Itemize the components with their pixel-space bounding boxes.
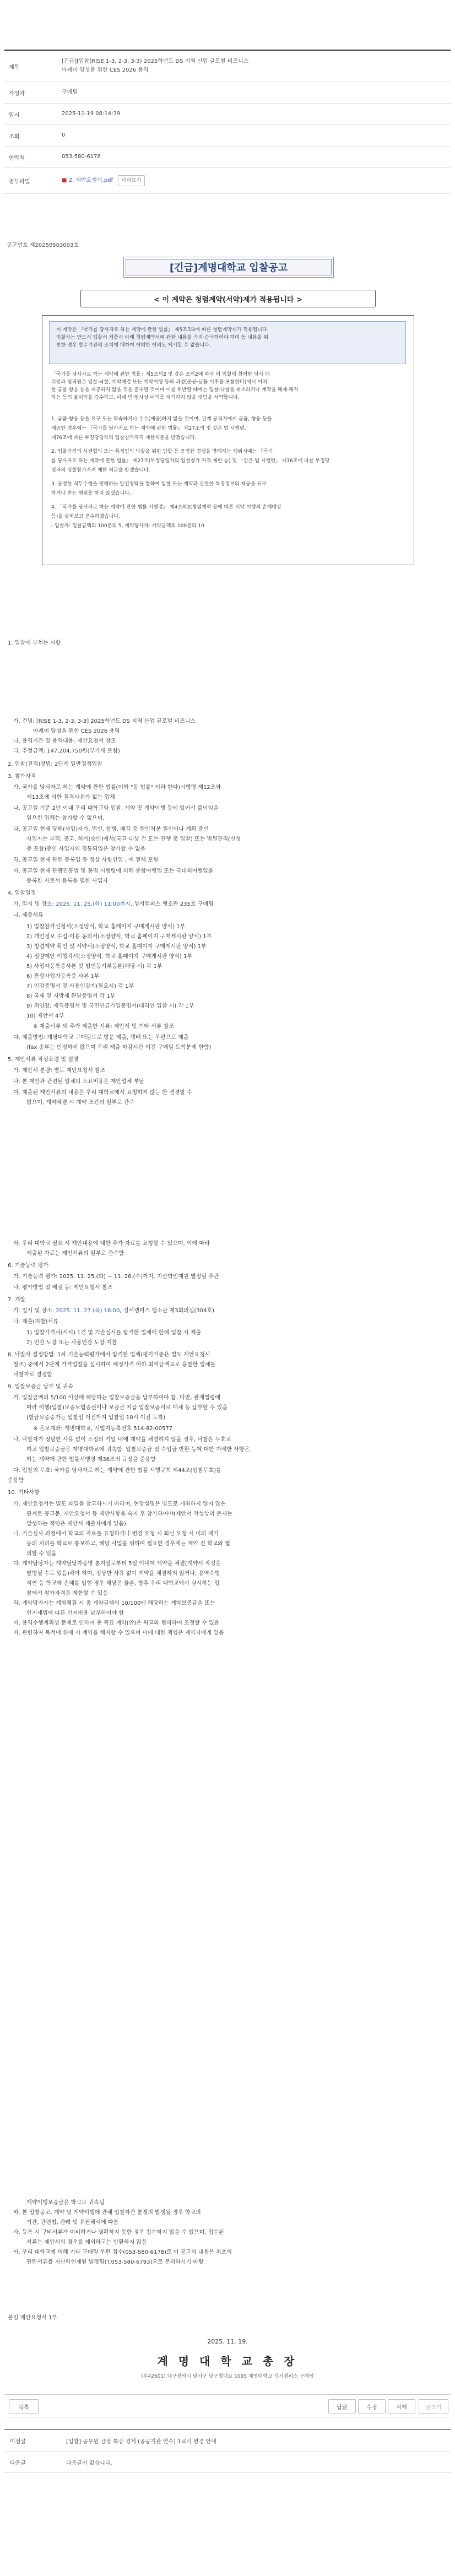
submission-deadline: 2025. 11. 25.(화) 11:00까지 bbox=[56, 901, 131, 907]
integrity-item: 제공한 경우에는 『국가를 당사자로 하는 계약에 관한 법률』 제27조의 및 같은 법 시행령, bbox=[51, 426, 246, 431]
paragraph-line: 한 금품·향응 등을 제공하지 않을 것을 준수할 것이며 이를 위반할 때에는 입찰·낙찰을 취소하거나 계약을 해제·해지 bbox=[51, 387, 299, 393]
highlight-line: 이 계약은 『국가를 당사자로 하는 계약에 관한 법률』 제5조의2에 따른 청렴계약제가 적용됩니다. bbox=[56, 327, 269, 333]
prev-post-link[interactable]: [입찰] 공무원 금정 특강 경제 (공공기관 연수) 1교시 변경 안내 bbox=[66, 2438, 216, 2445]
meta-files-row bbox=[4, 168, 451, 194]
section-3: 3. 참가자격 bbox=[8, 773, 36, 780]
notice-date: 2025. 11. 19. bbox=[207, 2338, 248, 2345]
section-3d: 라. 공고일 현재 관련 등록업 등 정상 사항인업 : 예 전체 포함 bbox=[13, 857, 159, 863]
section-3b: 나. 공고일 기준 2년 이내 우리 대학교와 입찰, 계약 및 계약이행 등에 있어서 불이익을 bbox=[13, 805, 219, 811]
section-4a bbox=[13, 900, 214, 909]
section-8-cont: 참조) 중에서 2단계 가격입찰을 실시하여 예정가격 이하 최저금액으로 응찰한 업체를 bbox=[13, 1362, 216, 1368]
integrity-item: 4. 「국가를 당사자로 하는 계약에 관한 법률 시행령」 제4조의2(청렴계약 등에 따른 서약 이행의 손해배상 bbox=[51, 505, 281, 510]
misc-item: 찰에서 참가자격을 제한할 수 있음 bbox=[26, 1590, 108, 1597]
date-value: 2025-11-19 08:14:39 bbox=[62, 111, 121, 117]
section-5d: 라. 우리 대학교 필요 시 제안내용에 대한 추가 자료를 요청할 수 있으며, 이에 따라 bbox=[13, 1241, 210, 1247]
integrity-item: - 입찰자: 입찰금액의 100분의 5, 계약당사자: 계약금액의 100분의 10 bbox=[51, 523, 204, 529]
post-title-line-1: [긴급][입찰]RISE 1-3, 2-3, 3-3) 2025학년도 DS 지역 산업 글로벌 비즈니스 bbox=[62, 58, 249, 64]
phone-value: 053-580-6178 bbox=[62, 154, 101, 160]
meta-title-row bbox=[4, 51, 451, 82]
write-button[interactable]: 글쓰기 bbox=[419, 2399, 448, 2413]
next-post-row bbox=[4, 2451, 451, 2473]
integrity-items bbox=[51, 415, 404, 531]
misc-item: 서류는 제안서의 경우를 제외하고는 반환하지 않음 bbox=[26, 2239, 147, 2245]
highlight-line: 반한 경우 발주기관의 조치에 대하여 어떠한 이의도 제기할 수 없습니다. bbox=[56, 343, 211, 348]
integrity-item: 3. 공정한 직무수행을 방해하는 알선청탁을 통하여 입찰 또는 계약과 관련한 특정정보의 제공을 요구 bbox=[51, 481, 267, 487]
meta-phone-row bbox=[4, 147, 451, 168]
section-9a: 가. 입찰금액의 5/100 이상에 해당하는 입찰보증금을 납부하여야 함. 다만, 관계법령에 bbox=[13, 1395, 221, 1401]
misc-item: 사. 등록 시 구비서류가 미비하거나 명확하지 못한 경우 접수하지 않을 수 있으며, 접수된 bbox=[13, 2229, 224, 2236]
misc-item: 의할 수 있음 bbox=[26, 1551, 57, 1557]
doc-item: 2) 개인정보 수집·이용 동의서(소정양식, 학교 홈페이지 구매게시판 양식) 1부 bbox=[26, 934, 212, 940]
list-button[interactable]: 목록 bbox=[9, 2399, 39, 2413]
section-3a: 가. 국가를 당사자로 하는 계약에 관한 법률(이하 "동 법률" 이라 한다)시행령 제12조와 bbox=[13, 784, 221, 791]
integrity-item: 등)을 살펴보고 준수하겠습니다. bbox=[51, 514, 121, 519]
attachment-note: 붙임 제안요청서 1부 bbox=[8, 2315, 57, 2321]
section-5b: 나. 본 제안과 관련된 일체의 소요비용은 제안업체 부담 bbox=[13, 1079, 144, 1085]
section-8-cont-2: 낙찰자로 결정함 bbox=[13, 1372, 52, 1378]
section-9c-cont: 준용함 bbox=[8, 1478, 24, 1484]
section-4b: 나. 제출서류 bbox=[13, 912, 44, 918]
misc-item: 다. 계약담당자는 계약담당자증명 통지일로부터 5일 이내에 계약을 체결(계약서 작성은 bbox=[13, 1561, 221, 1567]
integrity-item: 업자의 입찰참가자격 제한 처분을 받겠습니다. bbox=[51, 468, 150, 473]
integrity-item: 를 당사자로 하는 계약에 관한 법률』 제27조(부정당업자의 입찰참가 자격 제한 등) 및 「같은 법 시행령」 제76조에 따른 부정당 bbox=[51, 458, 330, 464]
misc-item: 계약이행보증금은 학교로 귀속됨 bbox=[26, 2200, 105, 2206]
section-6a: 가. 기술능력 평가: 2025. 11. 25.(화) ~ 11. 26.(수)까지, 지산학인재원 별정팀 추관 bbox=[13, 1274, 219, 1280]
phone-label: 연락처 bbox=[9, 155, 25, 161]
prev-next-nav bbox=[4, 2429, 451, 2473]
notice-number: 공고번호 제20250503003호 bbox=[7, 242, 79, 248]
doc-item: 4) 정량제안 이행각서(소정양식, 학교 홈페이지 구매게시판 양식) 1부 bbox=[26, 954, 193, 960]
doc-item: 5) 사업자등록증사본 및 법인등기부등본(해당 시) 각 1부 bbox=[26, 964, 162, 970]
section-1a: 가. 건명: [RISE 1-3, 2-3, 3-3] 2025학년도 DS 지역 산업 글로벌 비즈니스 bbox=[13, 718, 196, 724]
section-4-note: ※ 제출서류 외 추가 제출한 서류: 제안서 및 기타 서류 참조 bbox=[33, 1024, 175, 1030]
integrity-item: 제76조에 따른 부정당업자의 입찰참가자격 제한처분을 받겠습니다. bbox=[51, 435, 197, 441]
views-value: 0 bbox=[62, 132, 66, 138]
section-10-items bbox=[13, 1500, 232, 1638]
prev-post-row[interactable] bbox=[4, 2430, 451, 2451]
section-10-bottom bbox=[13, 2198, 232, 2267]
integrity-item: 2. 입찰가격의 사전협의 또는 특정인의 낙찰을 위한 담합 등 공정한 경쟁을 방해하는 행위시에는 『국가 bbox=[51, 449, 273, 454]
author-value: 구매팀 bbox=[62, 89, 78, 95]
section-7a-suffix: , 성서캠퍼스 행소관 제3회의실(304호) bbox=[120, 1308, 215, 1314]
section-7a-prefix: 가. 일시 및 장소: bbox=[13, 1308, 56, 1314]
section-9b: 나. 낙찰자가 정당한 사유 없이 소정의 기일 내에 계약을 체결하지 않을 경우, 낙찰은 무효로 bbox=[13, 1437, 231, 1443]
section-9b-cont-2: 하는 계약에 관한 법률시행령 제38조의 규정을 준용함 bbox=[26, 1457, 156, 1463]
section-4a-prefix: 가. 일시 및 장소: bbox=[13, 901, 56, 907]
section-8: 8. 낙찰자 결정방법: 1차 기술능력평가에서 합격한 업체(평가기준은 별도 제안요청서 bbox=[8, 1352, 210, 1358]
doc-item: 8) 국세 및 지방세 완납증명서 각 1부 bbox=[26, 993, 116, 999]
section-3e: 마. 공고일 현재 관광진흥법 및 동법 시행령에 의해 종합여행업 또는 국내외여행업을 bbox=[13, 868, 214, 874]
section-3c-cont-2: 중 포함)중인 사업자의 정통되입은 참가할 수 없음 bbox=[26, 846, 146, 852]
section-9a-cont-2: (현금보증증가는 입찰일 이전까지 입찰일 10시 이전 도착) bbox=[26, 1415, 166, 1421]
submission-docs-list bbox=[26, 922, 212, 1021]
section-9c: 다. 입찰의 무효: 국가를 당사자로 하는 계약에 관한 법률 시행규칙 제44조(입찰무효)를 bbox=[13, 1468, 221, 1474]
highlight-line: 입찰자는 반드시 입찰서 제출시 아래 청렴계약서에 관한 내용을 숙지·승낙하여야 하며 동 내용을 위 bbox=[56, 335, 268, 340]
doc-item: 3) 청렴계약 확인 및 서약서(소정양식, 학교 홈페이지 구매게시판 양식) 1부 bbox=[26, 944, 207, 950]
integrity-highlight bbox=[49, 321, 406, 364]
section-2: 2. 입찰(견적)방법: 2단계 일반경쟁입찰 bbox=[8, 761, 102, 767]
section-9b-cont: 하고 입찰보증금은 계명대학교에 귀속함. 입찰보증금 및 수입금 반환 등에 대한 자세한 사항은 bbox=[26, 1447, 250, 1453]
misc-item: 바. 관련하여 목적에 위배 시 계약을 해지할 수 있으며 이에 대한 책임은 계약자에게 있음 bbox=[13, 1630, 224, 1636]
meta-author-row bbox=[4, 82, 451, 104]
integrity-notice-box bbox=[42, 315, 414, 565]
section-3c: 다. 공고일 현재 당해(사업)자가, 법인, 합병, 매각 등 원인처분 원인이나 계획 중인 bbox=[13, 826, 209, 832]
section-1c: 다. 추정금액: 147,204,750원(부가세 포함) bbox=[13, 748, 120, 754]
meta-views-row bbox=[4, 125, 451, 147]
edit-button[interactable]: 수정 bbox=[358, 2399, 386, 2413]
paragraph-line: 리인과 임직원은 입찰·낙찰, 계약체결 또는 계약이행 등의 과정(준공·납품 이후를 포함한다)에서 어떠 bbox=[51, 380, 267, 385]
paragraph-line: 「국가를 당사자로 하는 계약에 관한 법률」제5조의2 및 같은 조의2에 따라 이 입찰에 참여한 당사 대 bbox=[51, 372, 270, 377]
opening-datetime: 2025. 11. 27.(목) 16:00 bbox=[56, 1308, 120, 1314]
misc-item: 관계로 공고문, 제안요청서 등 제반사항을 숙지 후 참가하여야(제안서 작성상의 문제는 bbox=[26, 1511, 232, 1517]
attachment-link[interactable]: 2. 제안요청서.pdf bbox=[68, 177, 113, 183]
section-5: 5. 제안서류 작성요령 및 설명 bbox=[8, 1057, 79, 1063]
prev-label: 이전글 bbox=[10, 2438, 26, 2445]
university-address: (우42601) 대구광역시 달서구 달구벌대로 1095 계명대학교 성서캠퍼스 구매팀 bbox=[141, 2374, 314, 2379]
reply-button[interactable]: 답글 bbox=[328, 2399, 356, 2413]
section-4a-suffix: , 성서캠퍼스 행소관 235호 구매팀 bbox=[130, 901, 214, 907]
section-7a bbox=[13, 1307, 214, 1316]
integrity-paragraph bbox=[51, 371, 404, 402]
section-7b-2: 2) 인감 도장 또는 사용인감 도장 지참 bbox=[26, 1340, 117, 1346]
section-7b-1: 1) 입찰가격서(서식) 1건 및 기술심사를 합격한 업체에 한해 입찰 시 제출 bbox=[26, 1330, 202, 1336]
post-title-line-2: 아케미 양성을 위한 CES 2026 용역 bbox=[62, 67, 149, 73]
misc-item: 라. 계약당자자는 계약체결 시 총 계약금액의 10/100에 해당하는 계약보증금을 또는 bbox=[13, 1600, 215, 1606]
doc-item: 1) 입찰참가신청서(소정양식, 학교 홈페이지 구매게시판 양식) 1부 bbox=[26, 924, 186, 930]
section-10: 10. 기타사항 bbox=[8, 1490, 40, 1496]
next-label: 다음글 bbox=[10, 2460, 26, 2466]
section-6b: 나. 평가방법 및 배점 등: 제안요청서 참조 bbox=[13, 1285, 113, 1291]
misc-item: 바. 본 입찰공고, 계약 및 계약이행에 관해 입찰자간 분쟁의 발생될 경우 학교의 bbox=[13, 2210, 201, 2216]
doc-item: 10) 제안서 4부 bbox=[26, 1013, 64, 1019]
doc-item: 6) 관광사업자등록증 사본 1부 bbox=[26, 973, 100, 979]
author-label: 작성자 bbox=[9, 90, 25, 97]
section-3c-cont: 사업자는 부적, 공고, 허가(승인)에서(국고 대상 건 도는 진행 중 입찰) 또는 법원관리(신청 bbox=[26, 836, 241, 842]
misc-item: 발행될 수도 있음)해야 하며, 정당한 사유 없이 계약을 체결하지 않거나, 용역수행 bbox=[26, 1571, 220, 1577]
misc-item: 인지세법에 따른 인지비용 납부하여야 함 bbox=[26, 1610, 124, 1616]
section-3b-cont: 일으킨 업체는 참가할 수 없으며, bbox=[26, 815, 105, 821]
notice-title: [긴급]계명대학교 입찰공고 bbox=[126, 259, 332, 275]
integrity-item: 1. 금품·향응 등을 요구 또는 약속하거나 수수(제공)하지 않을 것이며, 관계 공직자에게 금품, 향응 등을 bbox=[51, 416, 272, 422]
section-4: 4. 입찰일정 bbox=[8, 890, 36, 896]
section-7: 7. 개찰 bbox=[8, 1297, 26, 1303]
files-label: 첨부파일 bbox=[9, 178, 30, 185]
next-post-text: 다음글이 없습니다. bbox=[66, 2460, 112, 2466]
misc-item: 관련서류를 지산학인재원 별정팀(T.053-580-6793)으로 문의하시기 바람 bbox=[26, 2259, 204, 2265]
section-9: 9. 입찰보증금 납부 및 귀속 bbox=[8, 1384, 73, 1390]
section-5d-cont: 제출된 자료는 제안서류의 일부로 간주함 bbox=[26, 1251, 124, 1257]
pdf-file-icon: ■ bbox=[62, 177, 67, 183]
misc-item: 등의 처리를 학교로 통보하고, 해당 사업을 위하여 필요한 경우에는 계약 전 학교와 협 bbox=[26, 1541, 230, 1547]
section-1b: 나. 용역기간 및 용역내용: 제안요청서 참조 bbox=[13, 738, 116, 744]
section-9-note: ※ 은보계좌: 계명대학교, 시법지등록번호 514-82-00577 bbox=[33, 1426, 173, 1432]
section-1a-cont: 아케미 양성을 위한 CES 2026 용역 bbox=[33, 728, 120, 734]
section-7b: 나. 제출(지참)서류 bbox=[13, 1319, 58, 1325]
date-label: 일시 bbox=[9, 112, 20, 118]
post-meta-table bbox=[4, 50, 451, 194]
title-banner bbox=[123, 257, 334, 278]
post-action-bar bbox=[4, 2394, 451, 2417]
files-value bbox=[46, 175, 451, 186]
misc-item: 마. 용역수행계획성 문제로 인하여 총 목표 계약(안)은 학교와 협의하여 조정할 수 있음 bbox=[13, 1620, 220, 1626]
section-3e-cont: 등록한 자로서 등록을 필한 사업자 bbox=[26, 878, 108, 884]
misc-item: 기관, 관련법, 관례 및 유권해석에 따름 bbox=[26, 2220, 119, 2226]
integrity-item: 하거나 받는 행위를 하지 않겠습니다. bbox=[51, 491, 131, 496]
section-1-heading: 1. 입찰에 부치는 사항 bbox=[8, 640, 61, 646]
meta-date-row bbox=[4, 104, 451, 125]
paragraph-line: 하는 등의 불이익을 감수하고, 이에 민·형사상 이의를 제기하지 않을 것임을 서약합니다. bbox=[51, 395, 240, 401]
integrity-notice-heading: < 이 계약은 청렴계약(서약)제가 적용됩니다 > bbox=[80, 290, 376, 307]
section-4c-cont: (fax 송부는 인정하지 않으며 우리 제출 마감시간 이전 구매팀 도착분에 한함) bbox=[26, 1045, 212, 1051]
preview-button[interactable]: 미리보기 bbox=[118, 175, 145, 186]
doc-item: 7) 인감증명서 및 사용인감계(필요시) 각 1부 bbox=[26, 983, 134, 989]
section-5a: 가. 제안서 분량: 별도 제안요청서 참조 bbox=[13, 1068, 106, 1074]
section-4c: 다. 제출방법: 계명대학교 구매팀으로 방문 제출, 택배 또는 우편으로 제출 bbox=[13, 1035, 189, 1041]
university-president: 계 명 대 학 교 총 장 bbox=[157, 2355, 298, 2368]
post-title bbox=[46, 57, 451, 75]
misc-item: 가. 제안요청서는 별도 파일을 참고하시기 바라며, 현장설명은 별도로 개최하지 않지 않은 bbox=[13, 1501, 226, 1507]
section-6: 6. 기술능력 평가 bbox=[8, 1263, 48, 1269]
views-label: 조회 bbox=[9, 133, 20, 140]
title-label: 제목 bbox=[9, 64, 20, 71]
misc-item: 아. 우리 대학교에 의해 기타 구매팀 우편 접수(053-580-6178)로 이 공고의 내용은 최초의 bbox=[13, 2249, 232, 2255]
section-9a-cont: 따라 이행(입찰)보증보험증권이나 보증금 지급 입찰보증서로 대체 등 납부할 수 있음 bbox=[26, 1405, 228, 1411]
misc-item: 발생하는 책임은 제안서 제출자에게 있음) bbox=[26, 1521, 126, 1527]
misc-item: 나. 기술심사 과정에서 학교의 자료를 요청하거나 변경 요청 시 회신 요청 시 이의 제기 bbox=[13, 1531, 219, 1537]
section-5c-cont: 없으며, 계약체결 시 계약 조건의 일부로 간주 bbox=[26, 1100, 135, 1106]
section-5c: 다. 제출된 제안서류의 내용은 우리 대학교에서 요청하지 않는 한 변경할 수 bbox=[13, 1090, 192, 1096]
misc-item: 지연 등 학교에 손해를 입힌 경우 해당은 물론, 향후 우리 대학교에서 실시하는 입 bbox=[26, 1581, 220, 1587]
doc-item: 9) 위임장, 재직증명서 및 국민연금가입증명서(대리인 입찰 시) 각 1부 bbox=[26, 1003, 194, 1009]
delete-button[interactable]: 삭제 bbox=[388, 2399, 415, 2413]
section-3a-cont: 제13조에 의한 결격사유가 없는 업체 bbox=[26, 794, 115, 800]
